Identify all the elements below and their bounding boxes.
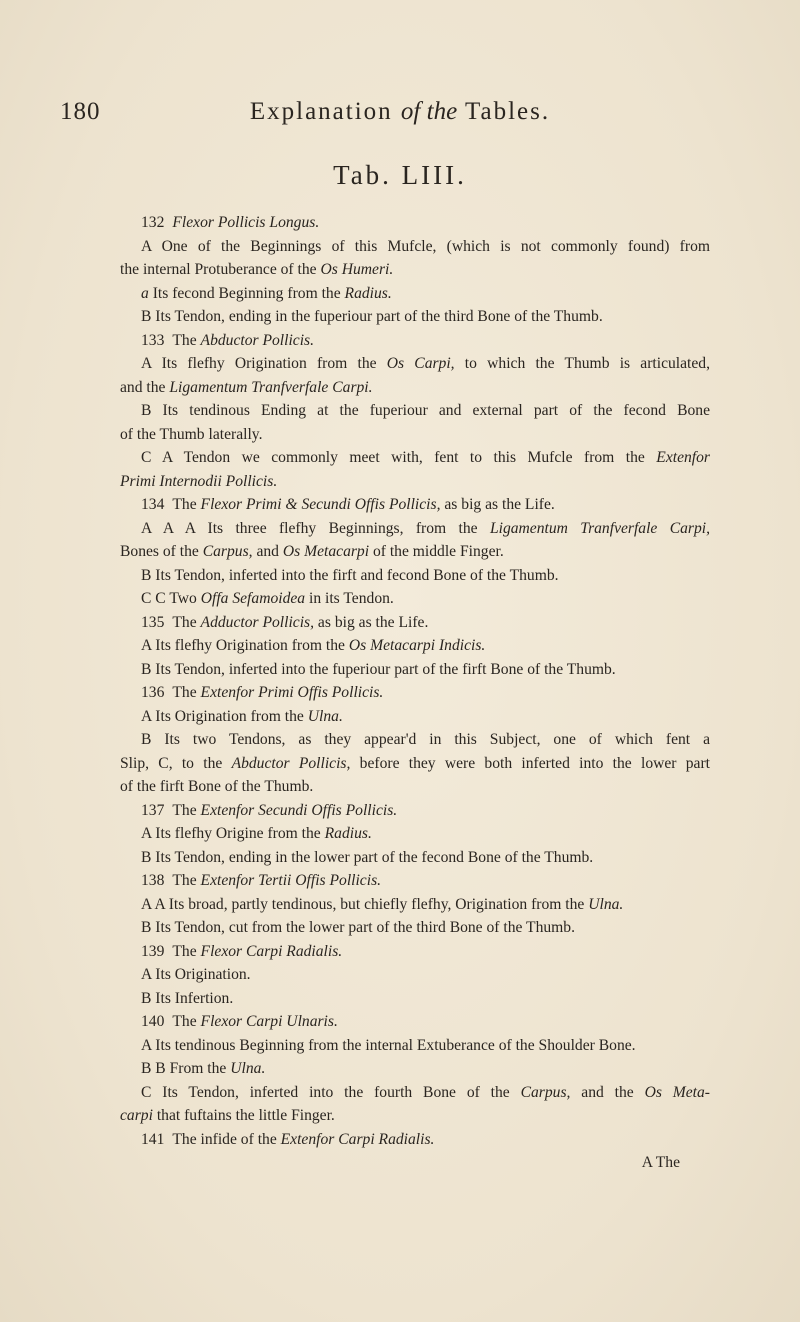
text-line — [120, 1128, 710, 1152]
text-run: before they were both inferted into the lower part — [350, 754, 710, 772]
text-line — [120, 681, 710, 705]
text-run: A Its tendinous Beginning from the internal Extuberance of the Shoulder Bone. — [141, 1036, 636, 1054]
text-run: A Its Origination from the — [141, 707, 308, 725]
italic-term: Os Humeri. — [320, 261, 394, 278]
text-run: The — [172, 331, 201, 349]
text-run: of the middle Finger. — [369, 543, 504, 560]
italic-term: carpi — [120, 1107, 153, 1124]
text-line — [120, 517, 710, 541]
text-line — [120, 493, 710, 517]
text-run: Slip, C, to the — [120, 754, 232, 772]
text-line — [120, 705, 710, 729]
text-run: The — [172, 801, 201, 819]
text-run: as big as the Life. — [314, 613, 429, 631]
text-line — [120, 775, 710, 799]
page-header — [0, 98, 800, 138]
text-line — [120, 1081, 710, 1105]
text-run: 140 — [141, 1013, 165, 1030]
text-line — [120, 564, 710, 588]
italic-term: Offa Sefamoidea — [200, 590, 306, 607]
text-line — [120, 1151, 710, 1175]
text-run: 137 — [141, 801, 165, 819]
text-run: that fuftains the little Finger. — [152, 1107, 335, 1124]
text-line — [120, 282, 710, 306]
text-line — [120, 916, 710, 940]
italic-term: Carpus, — [520, 1083, 571, 1101]
text-line — [120, 611, 710, 635]
text-line — [120, 987, 710, 1011]
text-run: C A Tendon we commonly meet with, fent to this Mufcle from the — [141, 449, 657, 466]
text-line — [120, 211, 710, 235]
italic-term: Flexor Carpi Radialis. — [200, 942, 343, 960]
text-run: 138 — [141, 872, 165, 889]
text-line — [120, 1010, 710, 1034]
text-line — [120, 446, 710, 470]
text-run: B Its Tendon, inferted into the firft and fecond Bone of the Thumb. — [141, 566, 559, 584]
text-run: The — [172, 872, 201, 889]
text-run: and the — [570, 1083, 645, 1101]
text-run: B Its Tendon, ending in the fuperiour part of the third Bone of the Thumb. — [141, 308, 603, 325]
text-run: as big as the Life. — [440, 496, 555, 513]
text-line — [120, 587, 710, 611]
text-run: in its Tendon. — [305, 590, 394, 607]
text-run: Its fecond Beginning from the — [148, 284, 345, 302]
text-run: 139 — [141, 942, 165, 960]
text-line — [120, 1104, 710, 1128]
italic-term: Abductor Pollicis. — [200, 331, 315, 349]
italic-term: Ulna. — [307, 707, 343, 725]
text-run: of the firft Bone of the Thumb. — [120, 778, 314, 795]
text-run: B Its Tendon, cut from the lower part of the third Bone of the Thumb. — [141, 919, 576, 936]
text-run: B Its two Tendons, as they appear'd in this Subject, one of which fent a — [141, 731, 710, 748]
running-title-start: Explanation — [249, 98, 401, 125]
italic-term: Carpus, — [202, 543, 253, 560]
text-run: A The — [641, 1154, 680, 1171]
italic-term: Os Metacarpi Indicis. — [348, 637, 486, 654]
text-run: A A Its broad, partly tendinous, but chiefly flefhy, Origination from the — [141, 895, 589, 913]
italic-term: Ligamentum Tranfverfale Carpi. — [169, 378, 373, 396]
italic-term: Extenfor Primi Offis Pollicis. — [200, 684, 384, 701]
text-run: A Its flefhy Origination from the — [141, 355, 387, 372]
italic-term: Extenfor Tertii Offis Pollicis. — [200, 872, 382, 889]
text-line — [120, 329, 710, 353]
text-run: The — [172, 613, 201, 631]
text-run: The — [172, 1013, 201, 1030]
text-run: The — [172, 942, 201, 960]
text-run: A One of the Beginnings of this Mufcle, (which is not commonly found) from — [141, 237, 710, 255]
text-run: B Its tendinous Ending at the fuperiour and external part of the fecond Bone — [141, 402, 710, 419]
text-run: and the — [120, 378, 170, 396]
italic-term: Extenfor — [656, 449, 710, 466]
text-run: 141 — [141, 1130, 165, 1148]
italic-term: Primi Internodii Pollicis. — [120, 472, 278, 490]
text-line — [120, 258, 710, 282]
text-run: A Its Origination. — [141, 966, 251, 983]
text-line — [120, 235, 710, 259]
text-run: 133 — [141, 331, 165, 349]
text-run: of the Thumb laterally. — [120, 425, 263, 443]
page-number: 180 — [60, 98, 101, 125]
running-title-italic: of the — [400, 98, 458, 125]
text-line — [120, 799, 710, 823]
italic-term: Flexor Primi & Secundi Offis Pollicis, — [200, 496, 441, 513]
italic-term: Abductor Pollicis, — [231, 754, 351, 772]
italic-term: Os Meta- — [644, 1083, 710, 1101]
text-run: C C Two — [141, 590, 201, 607]
text-run: Bones of the — [120, 543, 203, 560]
text-line — [120, 470, 710, 494]
text-run: C Its Tendon, inferted into the fourth Bone of the — [141, 1083, 521, 1101]
explanation-text — [120, 211, 710, 1175]
text-line — [120, 822, 710, 846]
text-run: A A A Its three flefhy Beginnings, from the — [141, 519, 490, 537]
text-line — [120, 963, 710, 987]
italic-term: Radius. — [344, 284, 392, 302]
italic-term: Extenfor Carpi Radialis. — [280, 1130, 435, 1148]
text-line — [120, 305, 710, 329]
text-run: B B From the — [141, 1060, 231, 1077]
text-line — [120, 846, 710, 870]
text-run: B Its Tendon, ending in the lower part of the fecond Bone of the Thumb. — [141, 848, 594, 866]
text-run: The — [172, 684, 201, 701]
text-line — [120, 869, 710, 893]
text-line — [120, 352, 710, 376]
text-line — [120, 752, 710, 776]
running-title-end: Tables. — [457, 98, 551, 125]
text-line — [120, 1057, 710, 1081]
italic-term: Flexor Pollicis Longus. — [172, 214, 320, 231]
text-run: A Its flefhy Origination from the — [141, 637, 349, 654]
text-line — [120, 893, 710, 917]
italic-term: Adductor Pollicis, — [200, 613, 315, 631]
text-run: the internal Protuberance of the — [120, 261, 321, 278]
italic-term: Ulna. — [588, 895, 624, 913]
text-line — [120, 540, 710, 564]
italic-term: a — [141, 284, 149, 302]
text-run: B Its Infertion. — [141, 989, 234, 1007]
text-line — [120, 1034, 710, 1058]
text-line — [120, 728, 710, 752]
text-run: B Its Tendon, inferted into the fuperiour part of the firft Bone of the Thumb. — [141, 660, 616, 678]
text-run: A Its flefhy Origine from the — [141, 825, 325, 842]
text-line — [120, 399, 710, 423]
text-run: to which the Thumb is articulated, — [454, 355, 711, 372]
italic-term: Flexor Carpi Ulnaris. — [200, 1013, 338, 1030]
text-run: 136 — [141, 684, 165, 701]
text-line — [120, 423, 710, 447]
text-run: The — [172, 496, 201, 513]
italic-term: Radius. — [324, 825, 372, 842]
text-line — [120, 940, 710, 964]
italic-term: Ulna. — [230, 1060, 266, 1077]
text-run: The infide of the — [172, 1130, 281, 1148]
text-line — [120, 376, 710, 400]
italic-term: Extenfor Secundi Offis Pollicis. — [200, 801, 398, 819]
text-line — [120, 658, 710, 682]
text-line — [120, 634, 710, 658]
italic-term: Os Metacarpi — [282, 543, 370, 560]
text-run: 132 — [141, 214, 165, 231]
text-run: and — [252, 543, 283, 560]
text-run: 135 — [141, 613, 165, 631]
italic-term: Ligamentum Tranfverfale Carpi, — [489, 519, 711, 537]
running-title — [0, 98, 800, 126]
plate-title: Tab. LIII. — [333, 160, 467, 190]
text-run: 134 — [141, 496, 165, 513]
italic-term: Os Carpi, — [386, 355, 455, 372]
